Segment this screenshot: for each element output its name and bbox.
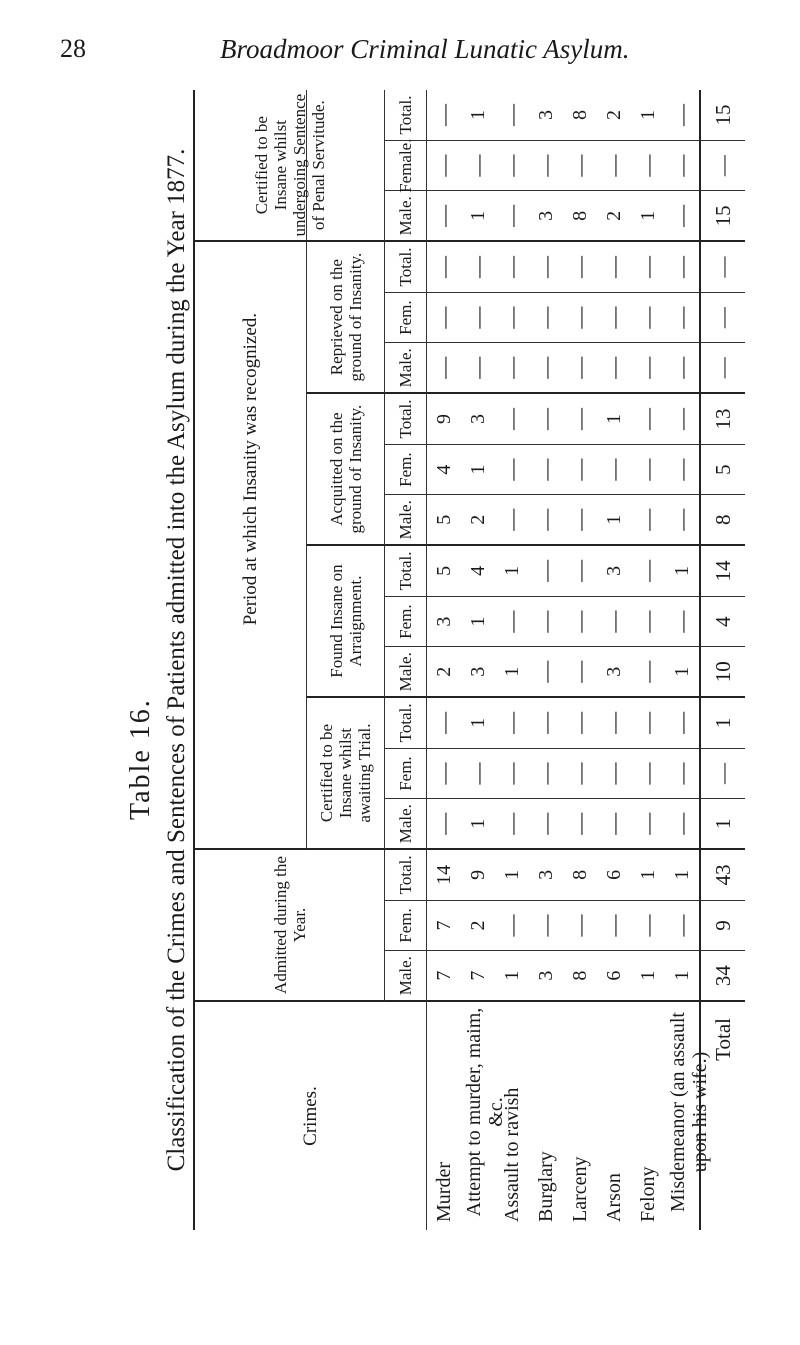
table-cell: — bbox=[665, 90, 699, 141]
table-cell: — bbox=[427, 749, 461, 800]
table-cell: 1 bbox=[461, 698, 495, 749]
crime-label: Murder bbox=[432, 1162, 455, 1222]
table-cell: — bbox=[495, 597, 529, 648]
table-cell: — bbox=[529, 647, 563, 698]
table-cell: 1 bbox=[631, 951, 665, 1002]
subheader-cell: Fem. bbox=[385, 597, 427, 648]
table-cell: 1 bbox=[461, 90, 495, 141]
admitted-during-year-header: Admitted during the Year. bbox=[195, 850, 385, 1002]
table-cell: 9 bbox=[461, 850, 495, 901]
table-cell: — bbox=[631, 293, 665, 344]
table-cell: — bbox=[665, 749, 699, 800]
total-label: Total bbox=[699, 1002, 745, 1230]
table-cell: — bbox=[563, 495, 597, 546]
group-header-reprieved: Reprieved on the ground of Insanity. bbox=[307, 242, 385, 394]
table-cell: — bbox=[597, 141, 631, 192]
table-cell: 6 bbox=[597, 951, 631, 1002]
table-cell: 7 bbox=[461, 951, 495, 1002]
table-cell: — bbox=[563, 901, 597, 952]
table-cell: — bbox=[495, 141, 529, 192]
table-cell: — bbox=[563, 749, 597, 800]
page-number: 28 bbox=[60, 34, 86, 63]
crimes-column-header: Crimes. bbox=[195, 1002, 427, 1230]
crime-label: Attempt to murder, maim, &c. bbox=[463, 1007, 507, 1217]
table-cell: 1 bbox=[495, 546, 529, 597]
table-cell: — bbox=[665, 394, 699, 445]
table-cell: 1 bbox=[631, 850, 665, 901]
table-cell: — bbox=[665, 445, 699, 496]
table-cell: — bbox=[631, 749, 665, 800]
total-cell: 43 bbox=[699, 850, 745, 901]
table-cell: — bbox=[495, 445, 529, 496]
table-cell: — bbox=[665, 192, 699, 243]
table-cell: 1 bbox=[495, 951, 529, 1002]
table-cell: 1 bbox=[665, 546, 699, 597]
table-cell: 1 bbox=[597, 495, 631, 546]
table-cell: — bbox=[529, 394, 563, 445]
crime-label: Arson bbox=[602, 1173, 625, 1222]
table-cell: 2 bbox=[597, 90, 631, 141]
table-cell: 5 bbox=[427, 495, 461, 546]
table-cell: 1 bbox=[631, 192, 665, 243]
table-cell: — bbox=[461, 141, 495, 192]
table-cell: — bbox=[665, 293, 699, 344]
table-cell: 3 bbox=[597, 546, 631, 597]
table-cell: — bbox=[529, 445, 563, 496]
total-cell: — bbox=[699, 749, 745, 800]
table-cell: — bbox=[495, 242, 529, 293]
total-cell: 10 bbox=[699, 647, 745, 698]
table-cell: — bbox=[563, 394, 597, 445]
subheader-cell: Male. bbox=[385, 192, 427, 243]
table-cell: — bbox=[529, 343, 563, 394]
total-cell: 1 bbox=[699, 698, 745, 749]
total-cell: 4 bbox=[699, 597, 745, 648]
group-header-awaiting-trial: Certified to be Insane whilst awaiting Trial. bbox=[307, 698, 385, 850]
table-cell: 1 bbox=[665, 850, 699, 901]
crime-label: Burglary bbox=[534, 1151, 557, 1222]
subheader-cell: Female. bbox=[385, 141, 427, 192]
table-cell: 2 bbox=[597, 192, 631, 243]
table-cell: — bbox=[563, 343, 597, 394]
table-cell: — bbox=[563, 799, 597, 850]
table-cell: 3 bbox=[461, 647, 495, 698]
table-cell: — bbox=[631, 242, 665, 293]
crime-label: Misdemeanor (an assault upon his wife.) bbox=[667, 1012, 711, 1212]
table-cell: 3 bbox=[597, 647, 631, 698]
subheader-cell: Fem. bbox=[385, 293, 427, 344]
table-cell: 5 bbox=[427, 546, 461, 597]
group-header-acquitted: Acquitted on the ground of Insanity. bbox=[307, 394, 385, 546]
table-cell: 1 bbox=[665, 951, 699, 1002]
table-caption: Classification of the Crimes and Sentences of Patients admitted into the Asylum during the Year 1877. bbox=[163, 148, 190, 1172]
table-cell: — bbox=[665, 242, 699, 293]
table-cell: — bbox=[665, 799, 699, 850]
table-cell: 9 bbox=[427, 394, 461, 445]
total-cell: 15 bbox=[699, 90, 745, 141]
table-cell: — bbox=[631, 495, 665, 546]
table-cell: — bbox=[427, 192, 461, 243]
table-cell: 2 bbox=[461, 901, 495, 952]
table-cell: — bbox=[665, 343, 699, 394]
table-cell: — bbox=[495, 698, 529, 749]
table-cell: — bbox=[597, 799, 631, 850]
table-cell: — bbox=[495, 90, 529, 141]
table-cell: — bbox=[495, 799, 529, 850]
crime-label: Felony bbox=[636, 1166, 659, 1222]
total-cell: 1 bbox=[699, 799, 745, 850]
table-cell: — bbox=[665, 597, 699, 648]
table-cell: 1 bbox=[597, 394, 631, 445]
period-recognized-header: Period at which Insanity was recognized. bbox=[195, 90, 307, 850]
subheader-cell: Male. bbox=[385, 343, 427, 394]
table-cell: — bbox=[529, 546, 563, 597]
table-cell: — bbox=[529, 597, 563, 648]
table-cell: 1 bbox=[461, 597, 495, 648]
table-cell: 6 bbox=[597, 850, 631, 901]
table-cell: — bbox=[597, 597, 631, 648]
running-title: Broadmoor Criminal Lunatic Asylum. bbox=[220, 34, 630, 64]
table-cell: — bbox=[529, 141, 563, 192]
subheader-cell: Total. bbox=[385, 546, 427, 597]
table-cell: 3 bbox=[461, 394, 495, 445]
table-cell: — bbox=[665, 495, 699, 546]
table-cell: 7 bbox=[427, 901, 461, 952]
table-cell: 4 bbox=[461, 546, 495, 597]
table-cell: 1 bbox=[461, 192, 495, 243]
total-cell: 14 bbox=[699, 546, 745, 597]
table-cell: — bbox=[427, 698, 461, 749]
table-cell: 1 bbox=[461, 445, 495, 496]
table-cell: — bbox=[495, 749, 529, 800]
table-cell: — bbox=[529, 293, 563, 344]
crime-label: Larceny bbox=[568, 1156, 591, 1222]
table-cell: 3 bbox=[529, 192, 563, 243]
table-cell: 8 bbox=[563, 192, 597, 243]
table-cell: 3 bbox=[529, 90, 563, 141]
table-cell: — bbox=[427, 799, 461, 850]
table-cell: — bbox=[631, 901, 665, 952]
table-cell: — bbox=[495, 495, 529, 546]
table-cell: — bbox=[665, 901, 699, 952]
table-cell: 8 bbox=[563, 850, 597, 901]
subheader-cell: Fem. bbox=[385, 749, 427, 800]
subheader-cell: Total. bbox=[385, 90, 427, 141]
table-cell: 1 bbox=[495, 647, 529, 698]
table-cell: — bbox=[427, 293, 461, 344]
crime-label: Assault to ravish bbox=[500, 1087, 523, 1222]
table-cell: — bbox=[563, 647, 597, 698]
table-cell: — bbox=[631, 445, 665, 496]
total-cell: — bbox=[699, 141, 745, 192]
table-cell: — bbox=[631, 799, 665, 850]
group-header-found-insane-arraignment: Found Insane on Arraignment. bbox=[307, 546, 385, 698]
table-cell: — bbox=[427, 343, 461, 394]
table-cell: — bbox=[529, 901, 563, 952]
table-cell: — bbox=[427, 90, 461, 141]
table-cell: — bbox=[563, 242, 597, 293]
table-cell: 14 bbox=[427, 850, 461, 901]
subheader-cell: Total. bbox=[385, 698, 427, 749]
classification-table bbox=[193, 90, 745, 1230]
subheader-cell: Male. bbox=[385, 951, 427, 1002]
subheader-cell: Male. bbox=[385, 799, 427, 850]
subheader-cell: Male. bbox=[385, 647, 427, 698]
table-cell: — bbox=[563, 445, 597, 496]
table-cell: — bbox=[563, 698, 597, 749]
table-cell: — bbox=[597, 293, 631, 344]
table-cell: — bbox=[631, 647, 665, 698]
table-cell: — bbox=[529, 799, 563, 850]
table-cell: — bbox=[597, 901, 631, 952]
table-cell: — bbox=[597, 343, 631, 394]
table-cell: — bbox=[427, 242, 461, 293]
subheader-cell: Male. bbox=[385, 495, 427, 546]
table-cell: 8 bbox=[563, 951, 597, 1002]
table-cell: — bbox=[631, 698, 665, 749]
table-cell: — bbox=[495, 192, 529, 243]
rotated-table-block bbox=[125, 90, 775, 1230]
table-cell: 3 bbox=[529, 951, 563, 1002]
table-cell: — bbox=[631, 343, 665, 394]
table-cell: — bbox=[427, 141, 461, 192]
subheader-cell: Fem. bbox=[385, 901, 427, 952]
table-label: Table 16. bbox=[125, 698, 156, 820]
group-header-penal-servitude: Certified to be Insane whilst undergoing Sentence of Penal Servitude. bbox=[195, 90, 385, 242]
total-cell: 13 bbox=[699, 394, 745, 445]
table-cell: — bbox=[597, 242, 631, 293]
table-cell: — bbox=[461, 749, 495, 800]
table-cell: 7 bbox=[427, 951, 461, 1002]
total-cell: — bbox=[699, 343, 745, 394]
table-cell: 4 bbox=[427, 445, 461, 496]
table-cell: — bbox=[597, 749, 631, 800]
table-cell: — bbox=[461, 242, 495, 293]
table-cell: — bbox=[631, 597, 665, 648]
table-cell: 3 bbox=[427, 597, 461, 648]
table-cell: — bbox=[563, 546, 597, 597]
table-cell: — bbox=[665, 698, 699, 749]
total-cell: 34 bbox=[699, 951, 745, 1002]
subheader-cell: Fem. bbox=[385, 445, 427, 496]
table-cell: — bbox=[529, 495, 563, 546]
subheader-cell: Total. bbox=[385, 394, 427, 445]
table-cell: — bbox=[461, 343, 495, 394]
table-cell: — bbox=[631, 141, 665, 192]
subheader-cell: Total. bbox=[385, 242, 427, 293]
table-cell: 3 bbox=[529, 850, 563, 901]
table-cell: 8 bbox=[563, 90, 597, 141]
table-cell: — bbox=[495, 901, 529, 952]
total-cell: 5 bbox=[699, 445, 745, 496]
total-cell: — bbox=[699, 242, 745, 293]
table-cell: — bbox=[461, 293, 495, 344]
total-cell: 9 bbox=[699, 901, 745, 952]
table-cell: — bbox=[597, 698, 631, 749]
table-cell: 1 bbox=[665, 647, 699, 698]
table-cell: — bbox=[495, 343, 529, 394]
table-cell: — bbox=[495, 293, 529, 344]
table-cell: — bbox=[631, 546, 665, 597]
table-cell: 2 bbox=[461, 495, 495, 546]
table-cell: — bbox=[529, 749, 563, 800]
table-cell: — bbox=[563, 293, 597, 344]
table-cell: 1 bbox=[495, 850, 529, 901]
table-cell: — bbox=[529, 242, 563, 293]
table-cell: — bbox=[563, 597, 597, 648]
subheader-cell: Total. bbox=[385, 850, 427, 901]
table-cell: — bbox=[665, 141, 699, 192]
table-cell: 2 bbox=[427, 647, 461, 698]
total-cell: 8 bbox=[699, 495, 745, 546]
table-cell: 1 bbox=[461, 799, 495, 850]
table-cell: — bbox=[529, 698, 563, 749]
table-cell: — bbox=[495, 394, 529, 445]
table-cell: 1 bbox=[631, 90, 665, 141]
page-header bbox=[0, 0, 800, 90]
table-cell: — bbox=[631, 394, 665, 445]
total-cell: — bbox=[699, 293, 745, 344]
table-cell: — bbox=[597, 445, 631, 496]
table-cell: — bbox=[563, 141, 597, 192]
total-cell: 15 bbox=[699, 192, 745, 243]
